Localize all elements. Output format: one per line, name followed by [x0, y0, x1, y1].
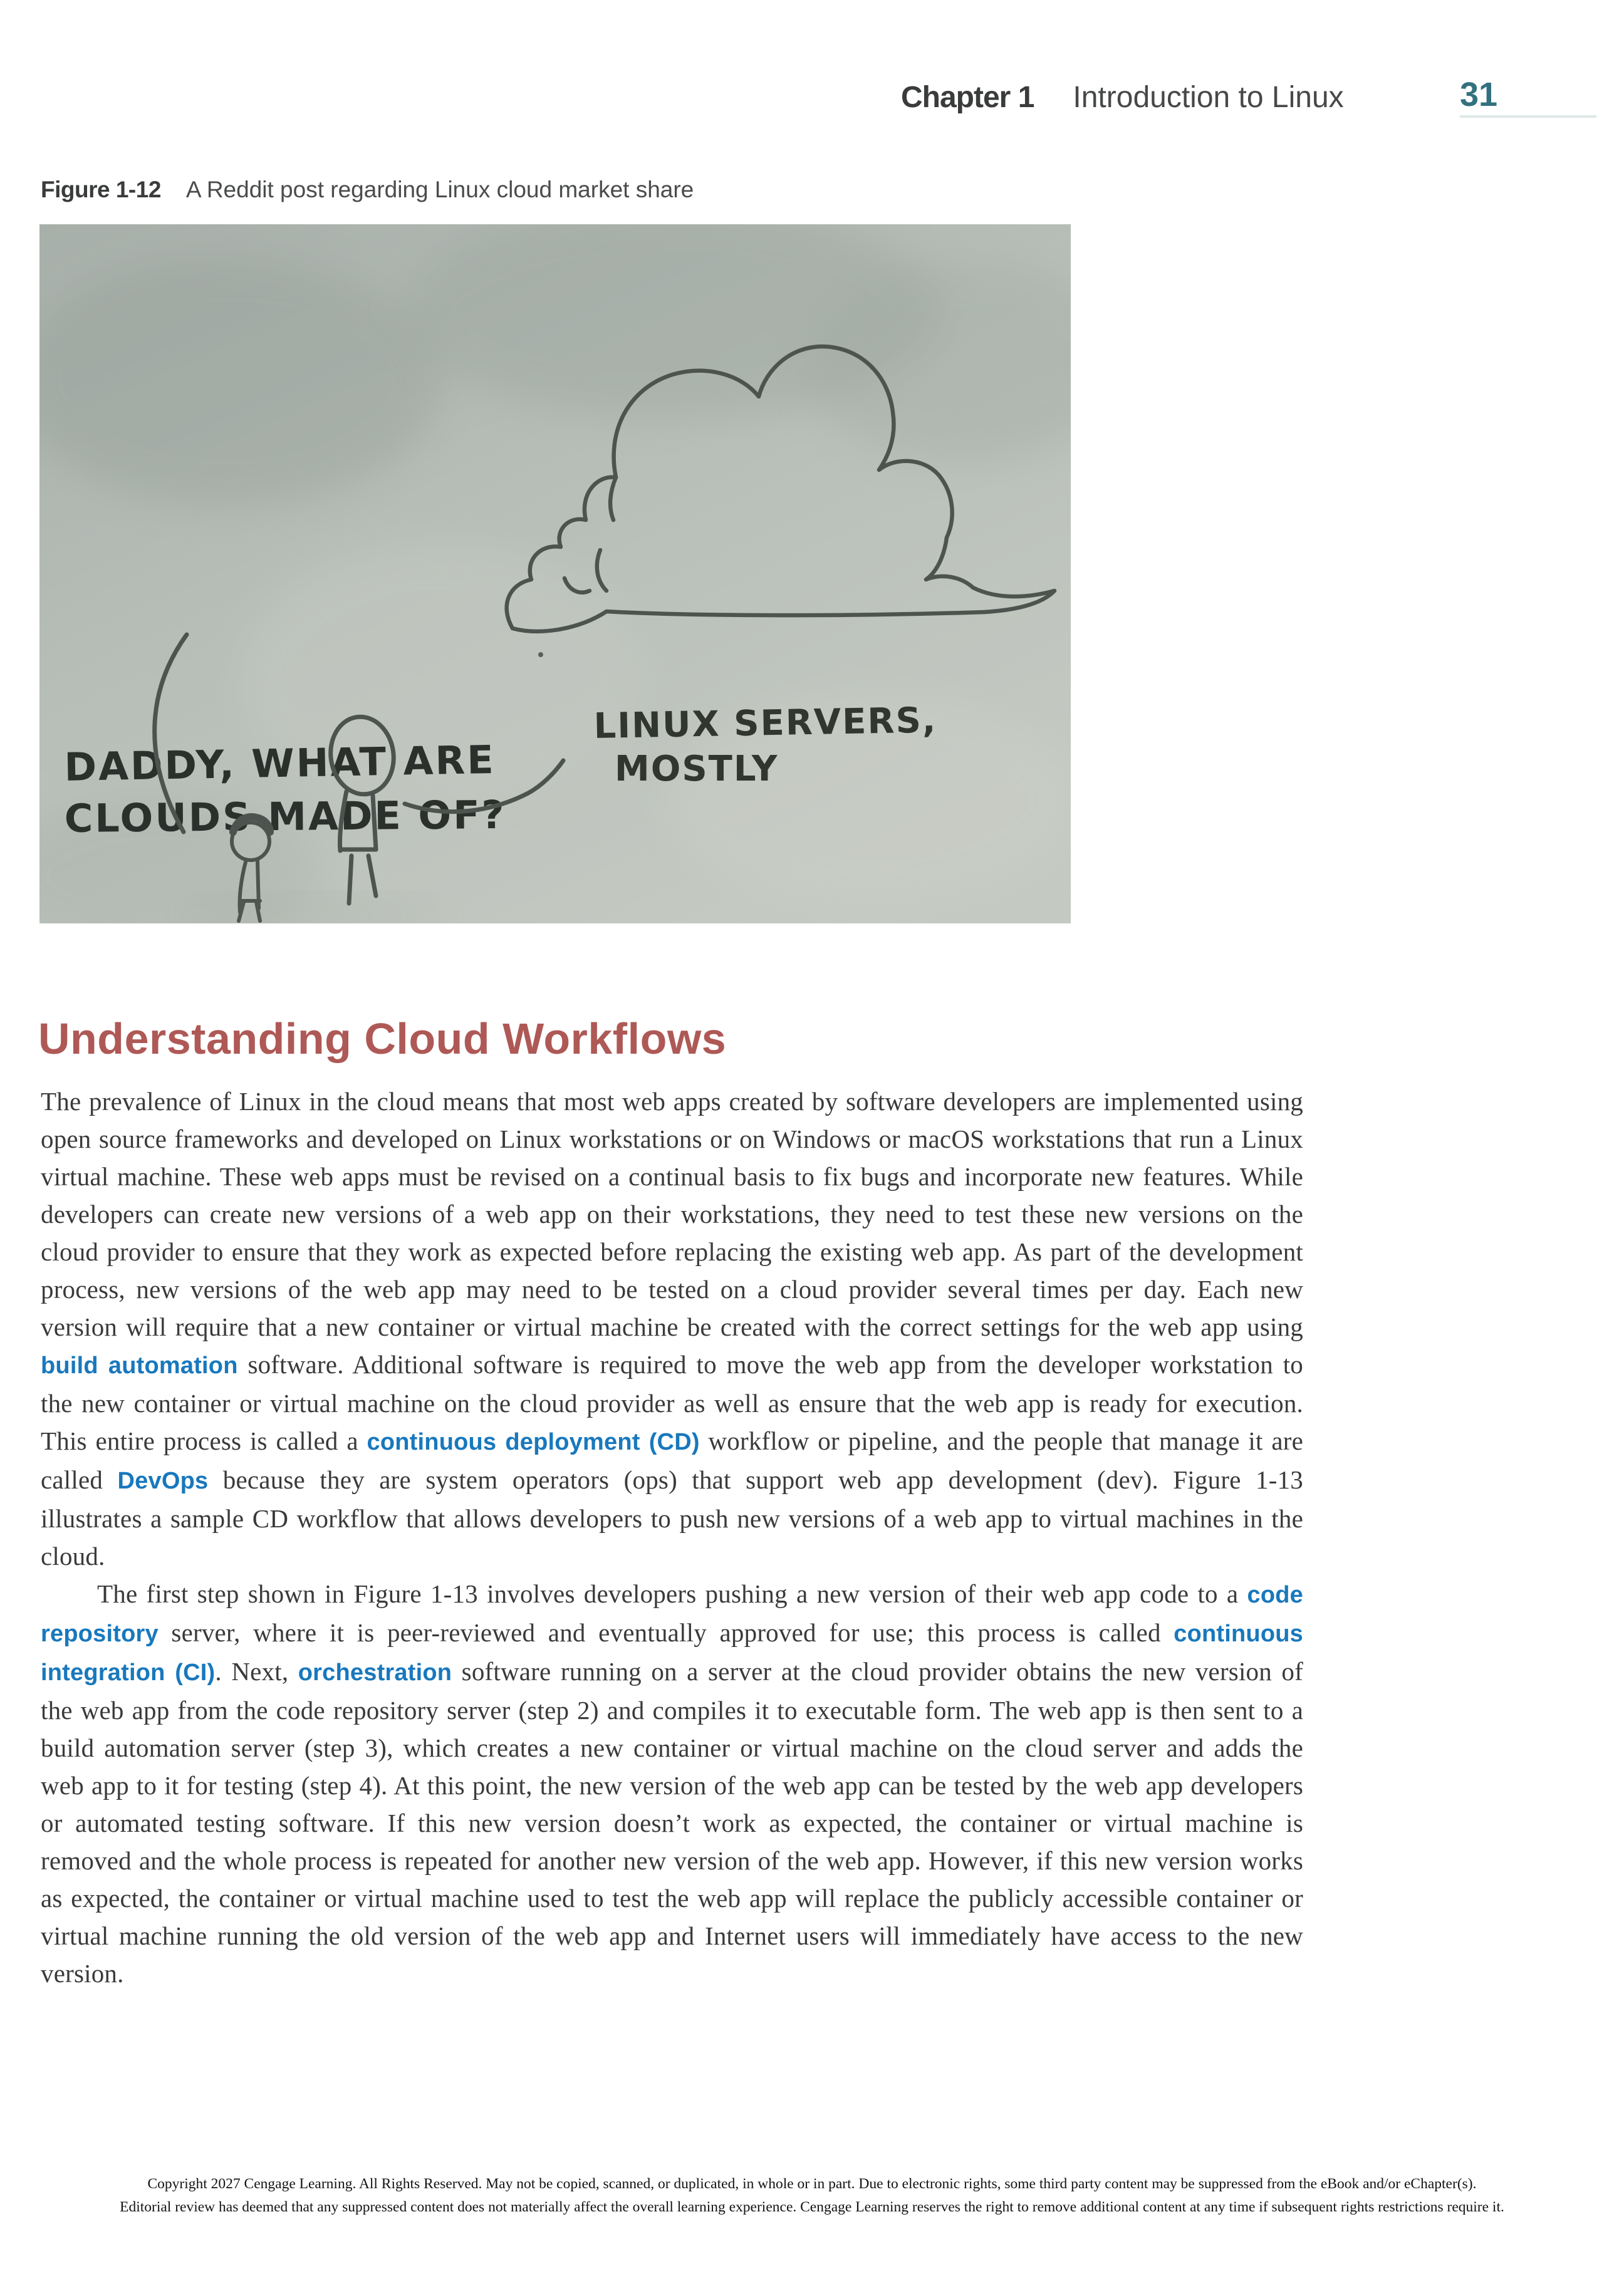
figure-1-12-image	[39, 224, 1071, 923]
figure-label: Figure 1-12	[41, 177, 161, 202]
copyright-footer	[0, 2173, 1624, 2219]
comic-drawing	[39, 224, 1071, 923]
chapter-label: Chapter 1	[901, 81, 1034, 114]
comic-answer-line2: MOSTLY	[615, 749, 779, 789]
body-paragraph-2	[41, 1575, 1303, 1992]
adult-torso-right	[373, 796, 376, 849]
key-term: DevOps	[117, 1468, 209, 1494]
key-term: continuous integration (CI)	[41, 1621, 1303, 1686]
figure-caption-text: A Reddit post regarding Linux cloud market share	[185, 177, 694, 202]
comic-answer-line1: LINUX SERVERS,	[593, 700, 937, 747]
figure-caption	[41, 177, 694, 203]
body-text	[41, 1083, 1303, 1992]
copyright-line-2: Editorial review has deemed that any suppressed content does not materially affect the overall learning experience. Cengage Learning reserves the right to remove additional content at any time if subsequent rights restrictions require it.	[120, 2199, 1504, 2215]
comic-question-line1: DADDY, WHAT ARE	[63, 737, 496, 790]
page-number: 31	[1460, 76, 1498, 113]
body-text-run: The first step shown in Figure 1-13 involves developers pushing a new version of their web app code to a	[97, 1579, 1247, 1608]
key-term: code repository	[41, 1582, 1303, 1647]
pencil-speck	[538, 652, 543, 657]
section-heading: Understanding Cloud Workflows	[38, 1014, 727, 1063]
body-text-run: server, where it is peer-reviewed and eventually approved for use; this process is called	[158, 1618, 1174, 1647]
body-text-run: software. Additional software is required to move the web app from the developer workstation to the new container or virtual machine on the cloud provider as well as ensure that the web app is ready for execution. This entire process is called a	[41, 1350, 1303, 1455]
key-term: continuous deployment (CD)	[367, 1429, 700, 1455]
key-term: build automation	[41, 1353, 238, 1379]
key-term: orchestration	[298, 1660, 452, 1686]
body-text-run: because they are system operators (ops) that support web app development (dev). Figure 1-13 illustrates a sample CD workflow that allows developers to push new versions of a web app to virtual machines in the cloud.	[41, 1465, 1303, 1571]
page-number-underline	[1460, 115, 1596, 118]
chapter-title: Introduction to Linux	[1073, 81, 1344, 114]
body-text-run: . Next,	[215, 1657, 298, 1686]
copyright-line-1: Copyright 2027 Cengage Learning. All Rights Reserved. May not be copied, scanned, or duplicated, in whole or in part. Due to electronic rights, some third party content may be suppressed from the eBook and/or eChapter(s).	[147, 2176, 1477, 2192]
body-text-run: The prevalence of Linux in the cloud means that most web apps created by software developers are implemented using open source frameworks and developed on Linux workstations or on Windows or macOS workstations that run a Linux virtual machine. These web apps must be revised on a continual basis to fix bugs and incorporate new features. While developers can create new versions of a web app on their workstations, they need to test these new versions on the cloud provider to ensure that they work as expected before replacing the existing web app. As part of the development process, new versions of the web app may need to be tested on a cloud provider several times per day. Each new version will require that a new container or virtual machine be created with the correct settings for the web app using	[41, 1087, 1303, 1341]
adult-leg	[349, 856, 351, 903]
body-text-run: software running on a server at the cloud provider obtains the new version of the web app from the code repository server (step 2) and compiles it to executable form. The web app is then sent to a build automation server (step 3), which creates a new container or virtual machine on the cloud server and adds the web app to it for testing (step 4). At this point, the new version of the web app can be tested by the web app developers or automated testing software. If this new version doesn’t work as expected, the container or virtual machine is removed and the whole process is repeated for another new version of the web app. However, if this new version works as expected, the container or virtual machine used to test the web app will replace the publicly accessible container or virtual machine running the old version of the web app and Internet users will immediately have access to the new version.	[41, 1657, 1303, 1988]
body-text-run: workflow or pipeline, and the people that manage it are called	[41, 1426, 1303, 1494]
comic-question-line2: CLOUDS MADE OF?	[64, 791, 506, 841]
body-paragraph-1	[41, 1083, 1303, 1575]
page-header	[901, 80, 1344, 115]
